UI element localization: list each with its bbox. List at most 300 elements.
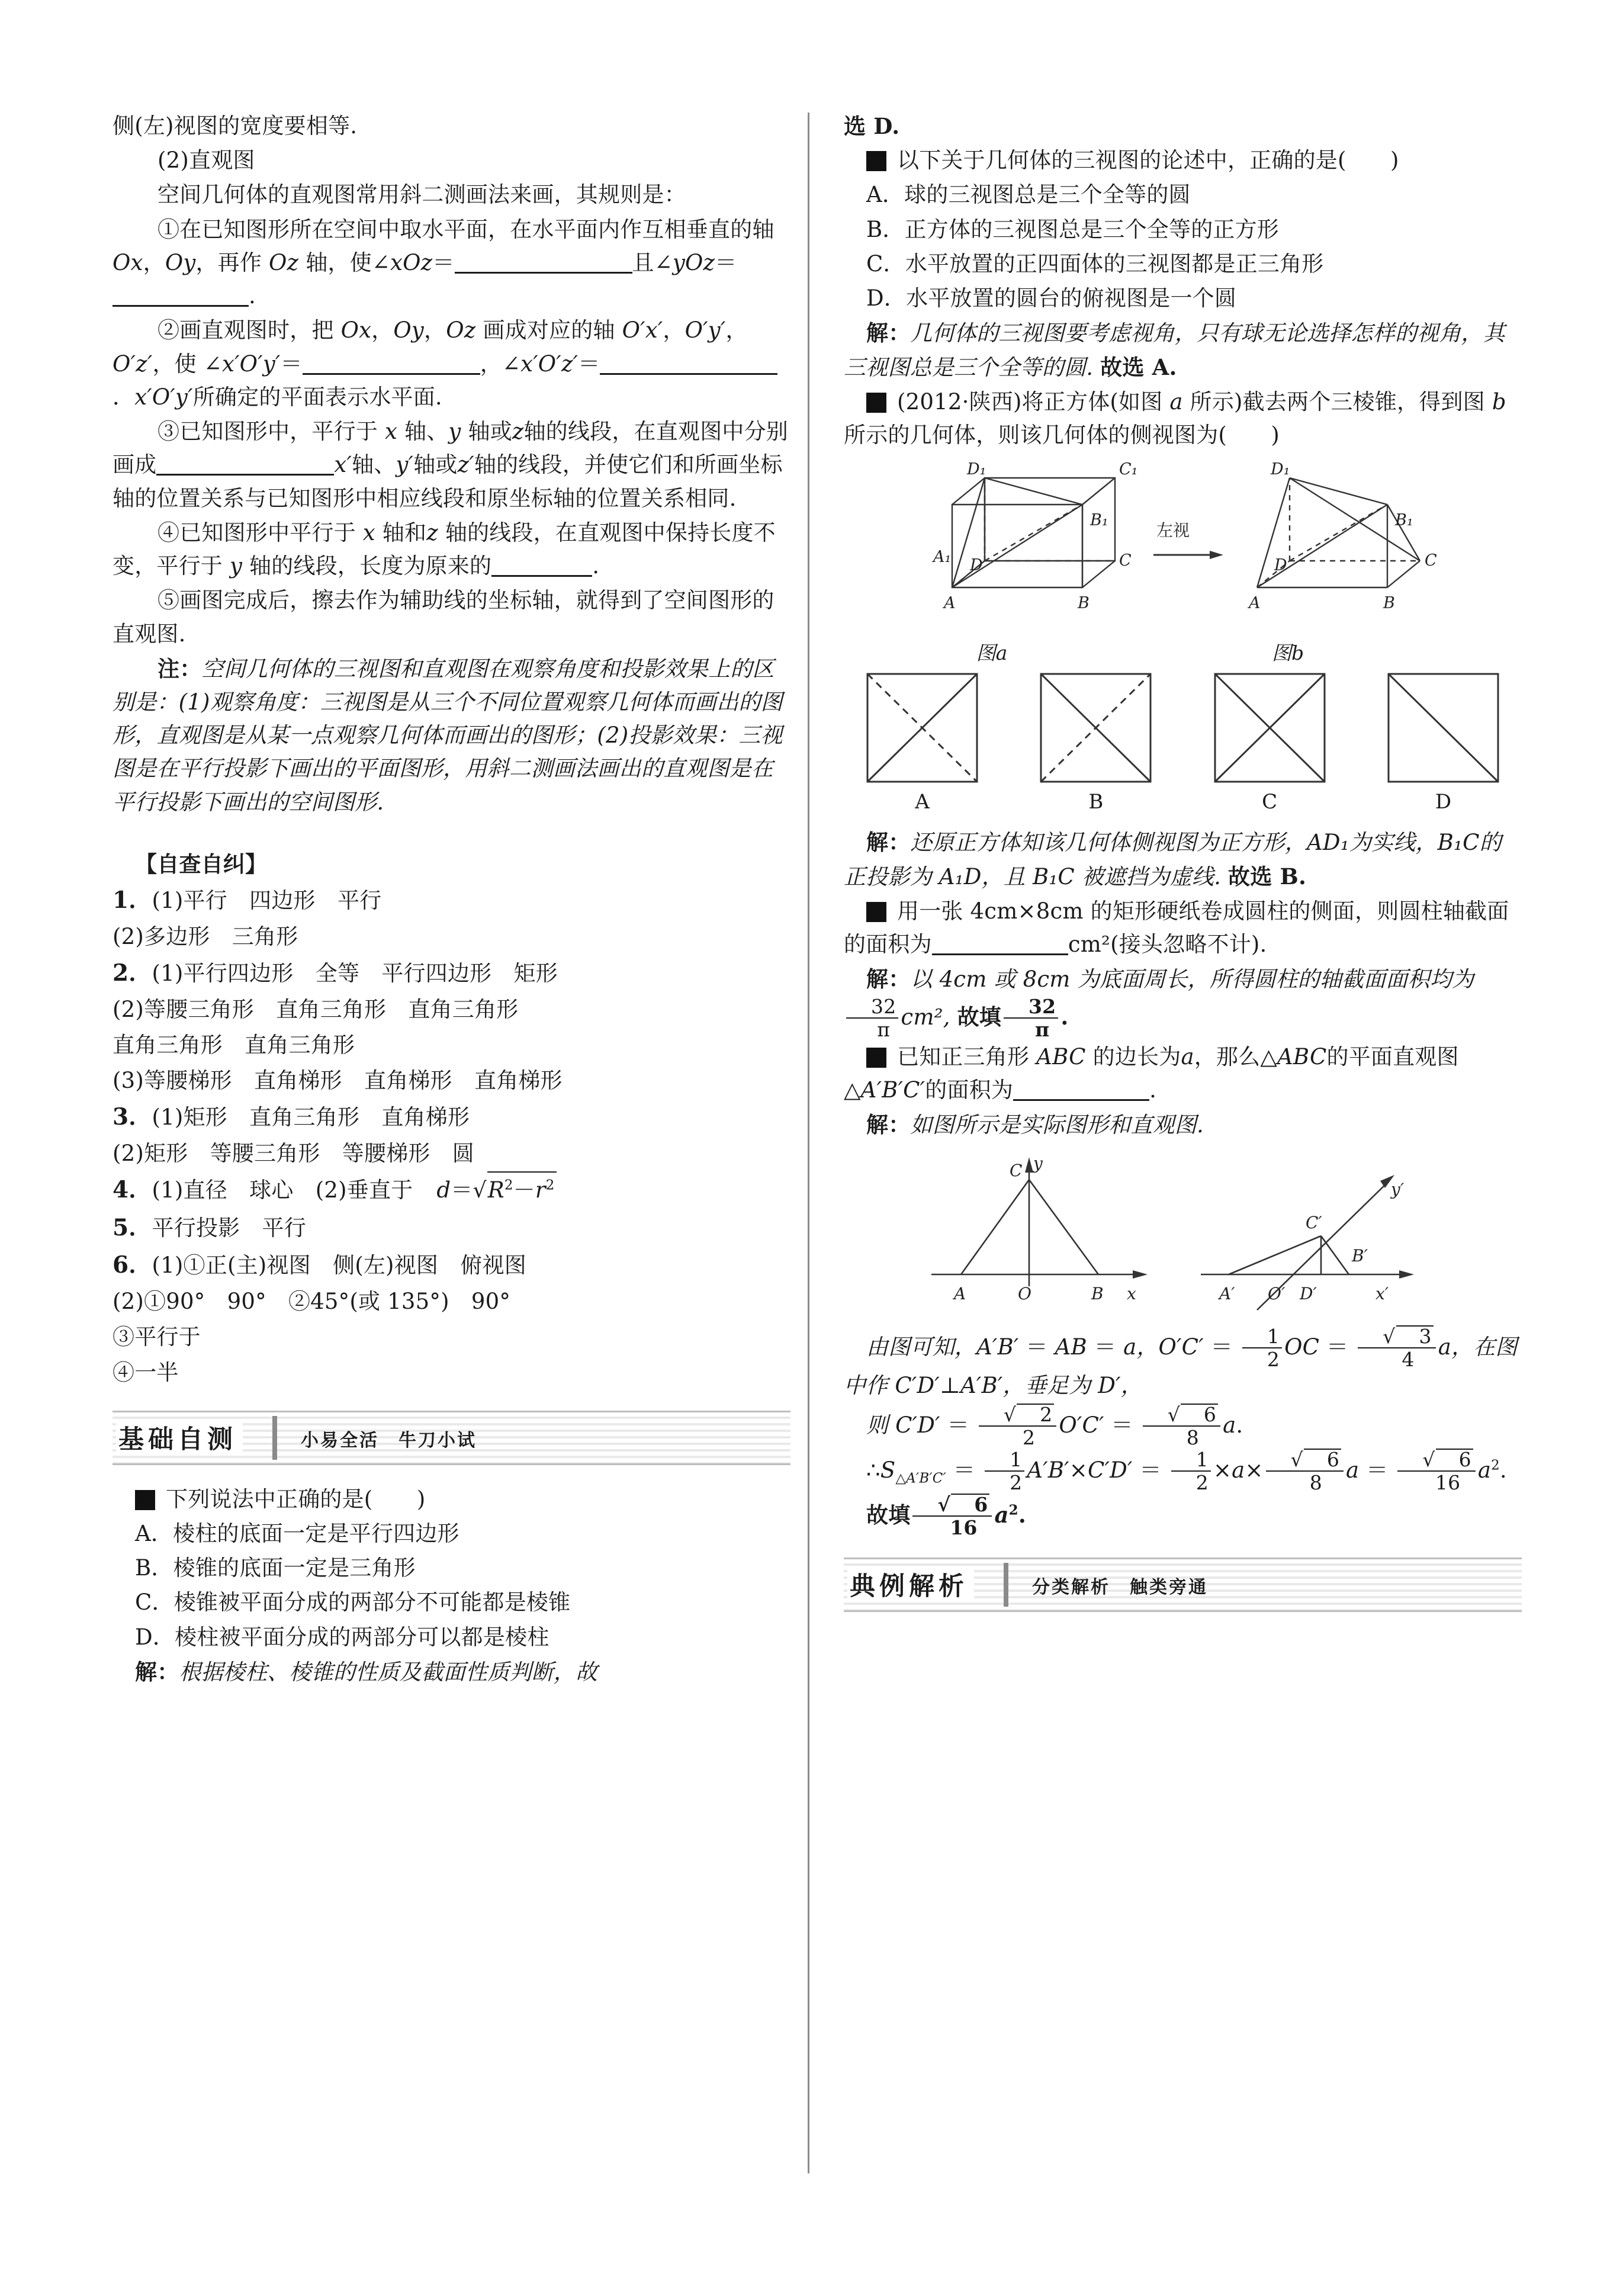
rule1-ox: Ox bbox=[113, 249, 143, 275]
d3-a-var: a bbox=[1223, 1412, 1236, 1438]
radicand: 6 bbox=[951, 1494, 989, 1514]
d1-eq3: ＝ bbox=[1203, 1334, 1240, 1360]
answer-number: 6． bbox=[113, 1251, 152, 1279]
d2-AB-prime: A′B′ bbox=[960, 1373, 1003, 1399]
d4-eq2: ＝ bbox=[1132, 1457, 1169, 1483]
q4-unit: cm² bbox=[1068, 932, 1111, 958]
rule2-j: ＝ bbox=[578, 351, 600, 377]
q3-sol-5: 被遮挡为虚线. bbox=[1074, 863, 1228, 890]
radicand: 3 bbox=[1396, 1325, 1434, 1346]
fraction-sqrt6-over-8b bbox=[1266, 1448, 1344, 1495]
banner-title: 典例解析 bbox=[847, 1566, 974, 1603]
question-1-option-b[interactable]: B．棱锥的底面一定是三角形 bbox=[135, 1555, 416, 1581]
d4-AB-prime: A′B′ bbox=[1027, 1457, 1069, 1483]
radicand: 6 bbox=[1436, 1449, 1473, 1469]
note-label: 注： bbox=[158, 655, 202, 682]
banner-divider bbox=[1004, 1563, 1008, 1607]
vertex-label-B1b: B₁ bbox=[1394, 511, 1413, 530]
rule3-z: z bbox=[512, 419, 524, 445]
q3-sol-AD1: AD₁ bbox=[1307, 830, 1349, 856]
para-side-view-width: 侧(左)视图的宽度要相等. bbox=[113, 113, 358, 139]
blank-field[interactable] bbox=[600, 352, 777, 375]
right-column bbox=[844, 110, 1522, 1630]
answer-line: (3)等腰梯形 直角梯形 直角梯形 直角梯形 bbox=[113, 1068, 563, 1094]
question-number-badge: 2 bbox=[866, 151, 886, 171]
q5-derivation-line-1 bbox=[844, 1325, 1522, 1402]
question-2-option-b[interactable]: B．正方体的三视图总是三个全等的正方形 bbox=[866, 216, 1279, 242]
q5-abc2: ABC bbox=[1277, 1043, 1327, 1070]
blank-field[interactable] bbox=[455, 251, 632, 274]
q3-sol-3: 的正投影为 bbox=[844, 830, 1502, 890]
rule1-g: ＝ bbox=[715, 249, 737, 275]
question-2-option-a[interactable]: A．球的三视图总是三个全等的圆 bbox=[866, 182, 1191, 208]
answer-line: (1)直径 球心 (2)垂直于 bbox=[152, 1177, 413, 1203]
vertex-label-C: C bbox=[1119, 551, 1132, 570]
sqrt-icon: √ bbox=[1383, 1325, 1396, 1348]
blank-field[interactable] bbox=[1013, 1078, 1149, 1101]
d3-OC-prime: O′C′ bbox=[1059, 1412, 1104, 1438]
answer-line: (1)平行四边形 全等 平行四边形 矩形 bbox=[152, 961, 558, 987]
rule-2 bbox=[113, 314, 790, 414]
answer-line: (2)多边形 三角形 bbox=[113, 924, 298, 950]
section-banner-basic-test bbox=[113, 1411, 790, 1465]
q3-sol-2: 为实线， bbox=[1349, 830, 1438, 856]
d1-AB-prime: A′B′ bbox=[976, 1334, 1019, 1360]
q3-stem-a: (2012·陕西)将正方体(如图 bbox=[897, 388, 1170, 415]
rule2-ozp: O′z′ bbox=[113, 351, 153, 377]
rule2-oxp: O′x′ bbox=[622, 317, 663, 343]
d2-CD-prime: C′D′ bbox=[895, 1373, 940, 1399]
answer-line: (1)矩形 直角三角形 直角梯形 bbox=[152, 1104, 470, 1131]
answer-number: 2． bbox=[113, 959, 152, 987]
banner-divider bbox=[272, 1416, 277, 1460]
answer-line: (2)①90° 90° ②45°(或 135°) 90° bbox=[113, 1288, 511, 1314]
rule1-oy: Oy bbox=[165, 249, 196, 275]
rule2-ox: Ox bbox=[340, 317, 372, 343]
answer-line: (2)矩形 等腰三角形 等腰梯形 圆 bbox=[113, 1141, 475, 1167]
vertex-label-D: D bbox=[969, 556, 983, 575]
question-1-option-d[interactable]: D．棱柱被平面分成的两部分可以都是棱柱 bbox=[135, 1624, 549, 1650]
fraction-sqrt6-over-16b bbox=[912, 1493, 992, 1540]
d4-end: . bbox=[1499, 1457, 1507, 1483]
sqrt-icon: √ bbox=[937, 1493, 951, 1517]
question-5-stem bbox=[844, 1041, 1522, 1107]
d1-OC: OC bbox=[1284, 1334, 1320, 1360]
question-3-solution bbox=[844, 826, 1522, 893]
rule1-b: ， bbox=[143, 249, 165, 275]
rule3-e: x′ bbox=[334, 452, 352, 478]
vertex-label-Ab: A bbox=[1248, 594, 1260, 613]
answer-line: (1)平行 四边形 平行 bbox=[152, 888, 382, 914]
q5-abc3: A′B′C′ bbox=[860, 1077, 925, 1103]
q3-sol-1: 还原正方体知该几何体侧视图为正方形， bbox=[910, 830, 1307, 856]
question-1-option-a[interactable]: A．棱柱的底面一定是平行四边形 bbox=[135, 1520, 459, 1546]
label-C-prime: C′ bbox=[1305, 1213, 1322, 1233]
label-x-axis: x bbox=[1126, 1284, 1136, 1304]
q3-fig-a-ref: a bbox=[1169, 388, 1183, 415]
formula-eq: ＝ bbox=[451, 1177, 473, 1203]
rule3-a: ③已知图形中，平行于 bbox=[158, 419, 385, 445]
solution-body: 几何体的三视图要考虑视角，只有球无论选择怎样的视角，其三视图总是三个全等的圆. bbox=[844, 320, 1505, 380]
formula-minus: － bbox=[513, 1177, 535, 1203]
question-2-option-d[interactable]: D．水平放置的圆台的俯视图是一个圆 bbox=[866, 285, 1237, 312]
solution-label: 解： bbox=[866, 1111, 911, 1138]
d3-CD-prime: C′D′ bbox=[895, 1412, 940, 1438]
q5-a: a bbox=[1181, 1043, 1194, 1070]
q4-sol-a: 以 4cm 或 8cm 为底面周长，所得圆柱的轴截面面积均为 bbox=[910, 966, 1474, 993]
rule3-i: z′ bbox=[457, 452, 474, 478]
d4-a-var: a bbox=[1346, 1457, 1360, 1483]
answer-item bbox=[113, 955, 790, 992]
vertex-label-A1: A₁ bbox=[933, 548, 951, 567]
question-3-figure bbox=[844, 460, 1522, 666]
fraction-numerator bbox=[1266, 1449, 1344, 1472]
d2-end: ， bbox=[1120, 1373, 1143, 1399]
rule2-l: 所确定的平面表示水平面. bbox=[192, 384, 442, 410]
fraction-denominator: 8 bbox=[1186, 1426, 1199, 1450]
q3-stem-c: 所示的几何体，则该几何体的侧视图为( ) bbox=[844, 422, 1280, 448]
fraction-denominator: 16 bbox=[1435, 1471, 1461, 1495]
label-A-prime: A′ bbox=[1219, 1284, 1235, 1304]
answer-line: (1)①正(主)视图 侧(左)视图 俯视图 bbox=[152, 1252, 526, 1278]
vertex-label-D1b: D₁ bbox=[1270, 460, 1290, 479]
answer-line: 直角三角形 直角三角形 bbox=[113, 1032, 355, 1058]
option-cell-a[interactable] bbox=[862, 669, 983, 814]
fraction-denominator: 2 bbox=[1010, 1471, 1023, 1495]
d5-exponent: 2 bbox=[1008, 1502, 1018, 1519]
rule2-b: ， bbox=[371, 317, 394, 343]
cube-diagram-svg bbox=[887, 460, 1479, 638]
rule3-c: 轴或 bbox=[461, 419, 512, 445]
fraction-numerator: 1 bbox=[1242, 1327, 1282, 1348]
label-y-axis: y bbox=[1033, 1154, 1043, 1174]
answer-line: ③平行于 bbox=[113, 1324, 201, 1350]
vertex-label-Cb: C bbox=[1424, 551, 1437, 570]
q3-sol-A1D: A₁D bbox=[939, 863, 982, 890]
d2-tail: ，垂足为 bbox=[1002, 1373, 1098, 1399]
label-C: C bbox=[1009, 1161, 1022, 1181]
rule3-x: x bbox=[384, 419, 398, 445]
d5-pre: 故填 bbox=[866, 1502, 911, 1528]
answer-item bbox=[113, 1209, 790, 1247]
section-banner-examples bbox=[844, 1558, 1522, 1612]
answer-number: 5． bbox=[113, 1213, 152, 1241]
question-1-option-c[interactable]: C．棱锥被平面分成的两部分不可能都是棱锥 bbox=[135, 1589, 571, 1616]
fraction-denominator: 4 bbox=[1402, 1348, 1415, 1372]
d3-eq: ＝ bbox=[940, 1412, 976, 1438]
rule4-c: 轴的线段，在直观图中保持长度不变，平行于 bbox=[113, 519, 776, 579]
rule3-j: 轴的线段，并使它们和所画坐标轴的位置关系与已知图形中相应线段和原坐标轴的位置关系相同. bbox=[113, 452, 783, 511]
banner-subtitle: 分类解析 触类旁通 bbox=[1032, 1577, 1208, 1598]
fraction-sqrt3-over-4 bbox=[1358, 1325, 1435, 1372]
blank-field[interactable] bbox=[113, 284, 249, 307]
q5-stem-f: . bbox=[1149, 1077, 1157, 1103]
rule1-c: ，再作 bbox=[195, 249, 269, 275]
sqrt-icon: √ bbox=[1003, 1403, 1017, 1427]
rule2-k: ． bbox=[113, 384, 135, 410]
option-cell-c[interactable] bbox=[1209, 669, 1330, 814]
solution-answer: 故选 B. bbox=[1228, 863, 1307, 890]
d2-D-prime: D′ bbox=[1098, 1373, 1121, 1399]
rule2-xoypl: x′O′y′ bbox=[134, 384, 193, 410]
formula-sup1: 2 bbox=[504, 1178, 513, 1194]
fraction-numerator: 1 bbox=[1171, 1450, 1211, 1472]
vertex-label-Bb: B bbox=[1383, 594, 1395, 613]
rule4-e: . bbox=[592, 553, 600, 579]
rule1-oz: Oz bbox=[269, 249, 299, 275]
label-D-prime: D′ bbox=[1299, 1284, 1317, 1304]
option-label-a: A bbox=[915, 790, 930, 814]
question-number-badge: 3 bbox=[866, 393, 886, 413]
d4-xa: ×a× bbox=[1213, 1457, 1264, 1483]
note-body: 空间几何体的三视图和直观图在观察角度和投影效果上的区别是：(1)观察角度：三视图是从三个不同位置观察几何体而画出的图形，直观图是从某一点观察几何体而画出的图形；(2)投影效果：三视图是在平行投影下画出的平面图形，用斜二测画法画出的直观图是在平行投影下画出的空间图形. bbox=[113, 656, 783, 815]
formula-R: R bbox=[487, 1177, 504, 1203]
d3-end: . bbox=[1236, 1412, 1243, 1438]
q5-derivation-line-3 bbox=[844, 1403, 1522, 1450]
solution-label: 解： bbox=[866, 829, 911, 856]
question-5-solution-intro bbox=[844, 1108, 1522, 1142]
q5-final-answer bbox=[844, 1493, 1522, 1540]
rule1-h: . bbox=[249, 283, 256, 309]
fraction-sqrt2-over-2 bbox=[979, 1403, 1056, 1450]
answer-item bbox=[113, 882, 790, 919]
rule3-h: 轴或 bbox=[413, 452, 458, 478]
label-O-prime: O′ bbox=[1267, 1284, 1285, 1304]
solution-body: 如图所示是实际图形和直观图. bbox=[910, 1112, 1204, 1138]
rule2-xoyp: x′O′y′ bbox=[222, 351, 281, 377]
rule3-b: 轴、 bbox=[397, 419, 449, 445]
left-view-arrow bbox=[1153, 521, 1223, 559]
fraction-32-pi bbox=[846, 994, 898, 1041]
column-divider bbox=[808, 113, 809, 2173]
d3-pre: 则 bbox=[866, 1412, 896, 1438]
d1-OC-prime: O′C′ bbox=[1158, 1334, 1204, 1360]
fraction-numerator bbox=[1143, 1404, 1220, 1427]
rule3-d: 轴的线段，在直观图中分别画成 bbox=[113, 419, 789, 478]
question-number-badge: 1 bbox=[135, 1490, 155, 1510]
label-A: A bbox=[953, 1284, 966, 1304]
fraction-denominator: 2 bbox=[1022, 1426, 1036, 1450]
para-intuitive-heading: (2)直观图 bbox=[158, 147, 255, 174]
rule1-yoz: yOz bbox=[672, 249, 715, 275]
question-stem-text: 下列说法中正确的是( ) bbox=[166, 1486, 426, 1512]
d1-a: 由图可知， bbox=[866, 1334, 976, 1360]
vertex-label-Db: D bbox=[1274, 556, 1287, 575]
q4-sol-c: 故填 bbox=[957, 1003, 1001, 1030]
rule2-oyp: O′y′ bbox=[684, 317, 726, 343]
fraction-one-half-2 bbox=[985, 1448, 1024, 1495]
triangle-diagram-svg bbox=[878, 1150, 1488, 1322]
rule1-a: ①在已知图形所在空间中取水平面，在水平面内作互相垂直的轴 bbox=[158, 216, 774, 242]
fraction-numerator bbox=[1397, 1449, 1475, 1472]
option-c-svg bbox=[1209, 669, 1330, 788]
question-2-option-c[interactable]: C．水平放置的正四面体的三视图都是正三角形 bbox=[866, 251, 1324, 277]
option-a-svg bbox=[862, 669, 983, 788]
rule3-y: y bbox=[448, 419, 461, 445]
fraction-numerator bbox=[1358, 1325, 1435, 1348]
question-3-stem bbox=[844, 386, 1522, 452]
radicand: 2 bbox=[1017, 1404, 1054, 1424]
therefore-symbol: ∴ bbox=[866, 1457, 880, 1483]
d4-exponent: 2 bbox=[1491, 1458, 1500, 1474]
fraction-32-pi-answer bbox=[1004, 994, 1058, 1041]
question-1-solution-cont: 选 D. bbox=[844, 113, 900, 139]
answer-number: 3． bbox=[113, 1103, 152, 1131]
d1-eq1: ＝ bbox=[1018, 1334, 1055, 1360]
q3-fig-b-ref: b bbox=[1492, 388, 1506, 415]
fraction-numerator bbox=[979, 1404, 1056, 1427]
fraction-denominator: π bbox=[1034, 1017, 1050, 1041]
d4-eq3: ＝ bbox=[1359, 1457, 1396, 1483]
answer-line: (2)等腰三角形 直角三角形 直角三角形 bbox=[113, 997, 519, 1023]
radicand: 6 bbox=[1181, 1404, 1218, 1424]
vertex-label-A: A bbox=[943, 594, 955, 613]
rule3-g: y′ bbox=[396, 452, 414, 478]
banner-subtitle: 小易全活 牛刀小试 bbox=[301, 1430, 477, 1451]
solution-body: 根据棱柱、棱锥的性质及截面性质判断，故 bbox=[179, 1659, 598, 1685]
q5-stem-e: 的面积为 bbox=[925, 1077, 1014, 1103]
d5-a-var: a bbox=[994, 1502, 1009, 1528]
solution-label: 解： bbox=[866, 966, 911, 993]
vertex-label-B1: B₁ bbox=[1090, 511, 1108, 530]
d4-eq: ＝ bbox=[946, 1457, 983, 1483]
rule2-f: ， bbox=[725, 317, 748, 343]
q4-stem-a: 用一张 4cm×8cm 的矩形硬纸卷成圆柱的侧面，则圆柱轴截面的面积为 bbox=[844, 898, 1509, 958]
question-3-options bbox=[862, 669, 1504, 814]
rule4-b: 轴和 bbox=[375, 519, 427, 545]
rule1-e: ＝ bbox=[432, 249, 455, 275]
d4-a-var2: a bbox=[1477, 1457, 1492, 1483]
rule4-d: 轴的线段，长度为原来的 bbox=[242, 553, 492, 579]
rule2-h: ＝ bbox=[280, 351, 303, 377]
option-label-d: D bbox=[1435, 790, 1452, 814]
answer-line: 平行投影 平行 bbox=[152, 1215, 306, 1241]
question-2-stem bbox=[844, 144, 1522, 177]
fraction-denominator: 2 bbox=[1195, 1471, 1209, 1495]
rule-3 bbox=[113, 415, 790, 515]
question-4-solution bbox=[844, 962, 1522, 1039]
figure-caption-a: 图a bbox=[976, 641, 1008, 665]
para-intuitive-intro: 空间几何体的直观图常用斜二测画法来画，其规则是： bbox=[158, 182, 686, 208]
rule2-a: ②画直观图时，把 bbox=[158, 317, 341, 343]
option-label-c: C bbox=[1262, 790, 1278, 814]
rule2-c: ， bbox=[424, 317, 446, 343]
d1-eq4: ＝ bbox=[1319, 1334, 1356, 1360]
label-x-prime-axis: x′ bbox=[1375, 1284, 1389, 1304]
fraction-numerator: 32 bbox=[1004, 997, 1058, 1019]
q4-stem-b: (接头忽略不计). bbox=[1110, 932, 1267, 958]
rule1-d: 轴，使∠ bbox=[298, 249, 391, 275]
banner-title: 基础自测 bbox=[116, 1420, 243, 1456]
rule2-g: ，使 ∠ bbox=[152, 351, 223, 377]
spacer bbox=[113, 820, 790, 846]
figure-caption-b: 图b bbox=[1271, 641, 1304, 665]
perp-symbol: ⊥ bbox=[939, 1373, 960, 1399]
d4-S: S bbox=[880, 1457, 896, 1483]
option-label-b: B bbox=[1088, 790, 1104, 814]
d5-end: . bbox=[1018, 1502, 1026, 1528]
blank-field[interactable] bbox=[303, 352, 480, 375]
answer-item bbox=[113, 1099, 790, 1136]
question-number-badge: 5 bbox=[866, 1048, 886, 1068]
d4-subscript: △A′B′C′ bbox=[895, 1470, 946, 1486]
fraction-denominator: 2 bbox=[1267, 1348, 1280, 1372]
radicand: 6 bbox=[1304, 1449, 1341, 1469]
q5-stem-d: 的平面直观图△ bbox=[844, 1043, 1459, 1103]
blank-field[interactable] bbox=[491, 554, 592, 577]
question-number-badge: 4 bbox=[866, 902, 886, 922]
answer-line: ④一半 bbox=[113, 1359, 179, 1385]
q5-abc: ABC bbox=[1036, 1043, 1086, 1070]
rule2-i: ，∠ bbox=[480, 351, 521, 377]
question-stem-text: 以下关于几何体的三视图的论述中，正确的是( ) bbox=[897, 147, 1399, 174]
question-1-stem bbox=[113, 1483, 790, 1516]
formula-r: r bbox=[535, 1177, 546, 1203]
answer-number: 4． bbox=[113, 1176, 152, 1204]
q4-sol-d: . bbox=[1060, 1003, 1069, 1030]
rule2-xozp: x′O′z′ bbox=[520, 351, 579, 377]
blank-field[interactable] bbox=[932, 932, 1068, 955]
solution-label: 解： bbox=[135, 1658, 179, 1685]
note-paragraph bbox=[113, 652, 790, 819]
rule-1 bbox=[113, 213, 790, 313]
q3-sol-4: ，且 bbox=[981, 863, 1033, 890]
fraction-sqrt6-over-8 bbox=[1143, 1403, 1220, 1450]
sqrt-icon: √ bbox=[1290, 1448, 1303, 1472]
fraction-numerator bbox=[912, 1494, 992, 1517]
option-cell-b[interactable] bbox=[1035, 669, 1156, 814]
fraction-one-half bbox=[1242, 1325, 1282, 1372]
q3-sol-B1C2: B₁C bbox=[1032, 863, 1075, 890]
q5-stem-c: ，那么△ bbox=[1194, 1043, 1277, 1070]
option-d-svg bbox=[1383, 669, 1504, 788]
q4-sol-b: cm², bbox=[901, 1004, 957, 1030]
selfcheck-title: 【自查自纠】 bbox=[135, 850, 268, 877]
answer-item bbox=[113, 1247, 790, 1284]
label-B-prime: B′ bbox=[1351, 1246, 1368, 1266]
rule4-x: x bbox=[362, 519, 375, 545]
d3-eq2: ＝ bbox=[1104, 1412, 1140, 1438]
sqrt-icon: √ bbox=[1422, 1448, 1435, 1472]
option-b-svg bbox=[1035, 669, 1156, 788]
question-4-stem bbox=[844, 895, 1522, 961]
blank-field[interactable] bbox=[156, 452, 334, 476]
fraction-one-half-3 bbox=[1171, 1448, 1211, 1495]
formula-radicand bbox=[487, 1171, 557, 1208]
option-cell-d[interactable] bbox=[1383, 669, 1504, 814]
vertex-label-D1: D₁ bbox=[966, 460, 986, 479]
q5-stem-b: 的边长为 bbox=[1085, 1043, 1181, 1070]
fraction-denominator: 8 bbox=[1309, 1471, 1322, 1495]
rule1-xoz: xOz bbox=[390, 249, 433, 275]
d1-a-var2: a bbox=[1438, 1334, 1451, 1360]
rule2-d: 画成对应的轴 bbox=[475, 317, 622, 343]
fraction-sqrt6-over-16 bbox=[1397, 1448, 1475, 1495]
fraction-denominator: π bbox=[877, 1017, 891, 1041]
rule2-oz: Oz bbox=[446, 317, 476, 343]
question-2-solution bbox=[844, 316, 1522, 384]
label-B: B bbox=[1091, 1284, 1104, 1304]
answer-number: 1． bbox=[113, 887, 152, 914]
rule3-f: 轴、 bbox=[352, 452, 396, 478]
answer-item bbox=[113, 1171, 790, 1209]
question-1-solution bbox=[113, 1655, 790, 1689]
vertex-label-C1: C₁ bbox=[1119, 460, 1137, 479]
rule-5: ⑤画图完成后，擦去作为辅助线的坐标轴，就得到了空间图形的直观图. bbox=[113, 587, 774, 647]
multiply-symbol: × bbox=[1069, 1457, 1088, 1483]
sqrt-icon: √ bbox=[1167, 1403, 1180, 1427]
d1-tail: ，在图中作 bbox=[844, 1334, 1518, 1399]
